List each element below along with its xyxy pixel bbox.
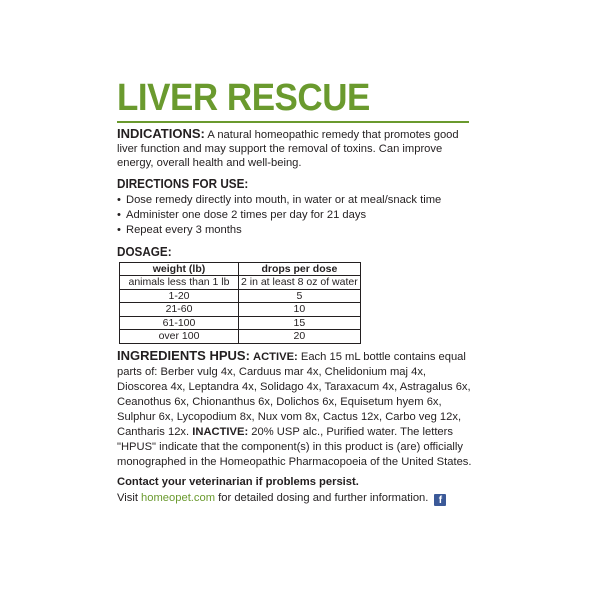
visit-prefix: Visit (117, 491, 142, 504)
indications-text: A natural homeopathic remedy that promotes good liver function and may support the removal of toxins. Can improve energy, overall health and well-being. (117, 129, 459, 170)
bullet-icon: • (117, 223, 121, 236)
bullet-icon: • (117, 193, 121, 206)
visit-suffix: for detailed dosing and further information. (215, 491, 429, 504)
indications-section (117, 127, 473, 171)
weight-cell: 1-20 (120, 289, 239, 303)
table-row (120, 330, 361, 344)
drops-cell: 10 (239, 303, 361, 317)
product-label (117, 78, 473, 506)
active-ingredients-text: Each 15 mL bottle contains equal parts of: Berber vulg 4x, Carduus mar 4x, Chelidonium maj 4x, Dioscorea 4x, Leptandra 4x, Solidago 4x, Taraxacum 4x, Astragalus 6x, Ceanothus 6x, Chionanthus 6x, Dolichos 6x, Equisetum hyem 6x, Sulphur 6x, Lycopodium 8x, Nux vom 8x, Cactus 12x, Carbo veg 12x, Cantharis 12x. (117, 350, 471, 438)
visit-line (117, 492, 473, 506)
column-header-drops: drops per dose (239, 262, 361, 276)
directions-list (117, 193, 473, 238)
bullet-icon: • (117, 208, 121, 221)
active-label: ACTIVE: (253, 350, 298, 363)
weight-cell: 61-100 (120, 316, 239, 330)
facebook-icon[interactable]: f (434, 494, 446, 506)
weight-cell: animals less than 1 lb (120, 276, 239, 290)
drops-cell: 2 in at least 8 oz of water (239, 276, 361, 290)
product-title: LIVER RESCUE (117, 77, 370, 119)
inactive-label: INACTIVE: (192, 425, 249, 438)
title-underline (117, 121, 469, 123)
directions-heading: DIRECTIONS FOR USE: (117, 175, 249, 191)
table-row (120, 276, 361, 290)
table-row (120, 289, 361, 303)
list-item: • Administer one dose 2 times per day for 21 days (117, 208, 367, 221)
drops-cell: 20 (239, 330, 361, 344)
table-header-row (120, 262, 361, 276)
contact-note: Contact your veterinarian if problems persist. (117, 475, 359, 488)
drops-cell: 15 (239, 316, 361, 330)
drops-cell: 5 (239, 289, 361, 303)
indications-heading: INDICATIONS: (117, 126, 205, 141)
table-row (120, 316, 361, 330)
weight-cell: 21-60 (120, 303, 239, 317)
ingredients-heading: INGREDIENTS HPUS: (117, 347, 250, 363)
inactive-ingredients-text: 20% USP alc., Purified water. The letters "HPUS" indicate that the component(s) in this product is (are) officially monographed in the Homeopathic Pharmacopoeia of the United States. (117, 425, 472, 468)
website-link[interactable]: homeopet.com (141, 491, 216, 504)
table-row (120, 303, 361, 317)
list-item: • Repeat every 3 months (117, 223, 242, 236)
dosage-table (119, 262, 361, 344)
list-item: • Dose remedy directly into mouth, in water or at meal/snack time (117, 193, 442, 206)
dosage-heading: DOSAGE: (117, 243, 172, 259)
weight-cell: over 100 (120, 330, 239, 344)
ingredients-section (117, 348, 473, 470)
column-header-weight: weight (lb) (120, 262, 239, 276)
